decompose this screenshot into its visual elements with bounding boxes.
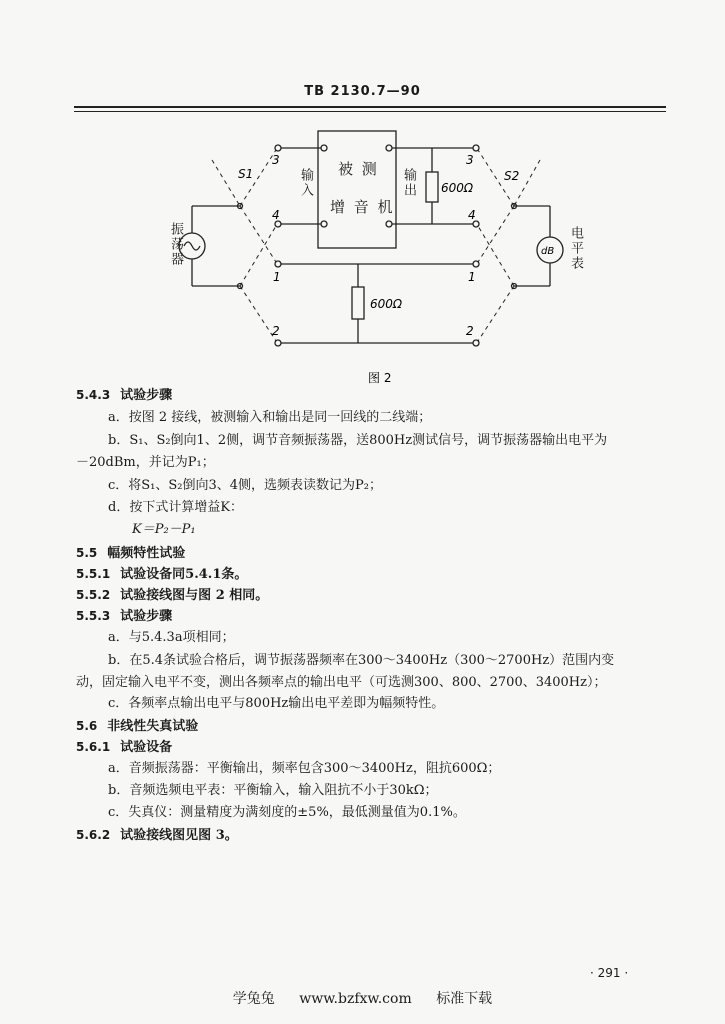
- terminal-4-right: 4: [468, 208, 476, 222]
- step-5-5-3-a: a．与5.4.3a项相同；: [108, 630, 235, 645]
- db-symbol: dB: [541, 246, 555, 257]
- step-5-4-3-c: c．将S₁、S₂倒向3、4侧，选频表读数记为P₂；: [108, 478, 383, 493]
- device-name-line2: 增 音 机: [330, 198, 395, 216]
- output-resistor-600ohm: [426, 172, 438, 202]
- step-5-5-3-c: c．各频率点输出电平与800Hz输出电平差即为幅频特性。: [108, 696, 445, 711]
- step-5-5-3-b-cont: 动，固定输入电平不变，测出各频率点的输出电平（可选测300、800、2700、3400Hz）；: [76, 675, 607, 690]
- step-5-4-3-b-cont: －20dBm，并记为P₁；: [76, 455, 215, 470]
- footer-watermark: [0, 988, 725, 1008]
- step-5-6-1-b: b．音频选频电平表：平衡输入，输入阻抗不小于30kΩ；: [108, 783, 438, 798]
- oscillator-label: 振荡器: [168, 222, 183, 267]
- middle-resistor-600ohm: [352, 287, 364, 319]
- figure-caption: 图 2: [368, 371, 392, 385]
- output-resistor-value: 600Ω: [441, 181, 474, 195]
- terminal-2-right: 2: [466, 324, 474, 338]
- switch-s2-label: S2: [504, 169, 520, 183]
- device-under-test-box: [318, 131, 396, 248]
- terminal-4-left: 4: [272, 208, 280, 222]
- section-5-4-3: 5.4.3 试验步骤: [76, 388, 173, 403]
- terminal-2-left: 2: [272, 324, 280, 338]
- section-5-5-2: 5.5.2 试验接线图与图 2 相同。: [76, 588, 269, 603]
- step-5-4-3-d: d．按下式计算增益K：: [108, 500, 244, 515]
- step-5-6-1-c: c．失真仪：测量精度为满刻度的±5%，最低测量值为0.1%。: [108, 805, 466, 820]
- terminal-1-right: 1: [468, 270, 476, 284]
- step-5-4-3-a: a．按图 2 接线，被测输入和输出是同一回线的二线端；: [108, 410, 432, 425]
- output-label: 输出: [401, 168, 416, 198]
- step-5-4-3-b: b．S₁、S₂倒向1、2侧，调节音频振荡器，送800Hz测试信号，调节振荡器输出电平为: [108, 433, 608, 448]
- section-5-5-3: 5.5.3 试验步骤: [76, 609, 173, 624]
- middle-resistor-value: 600Ω: [370, 297, 403, 311]
- level-meter-label: 电平表: [568, 226, 583, 271]
- page-number: · 291 ·: [590, 966, 629, 980]
- footer-site-name: 学兔兔: [232, 991, 275, 1007]
- device-name-line1: 被 测: [338, 160, 379, 178]
- footer-slogan: 标准下载: [436, 991, 493, 1007]
- terminal-3-right: 3: [466, 153, 474, 167]
- section-5-6: 5.6 非线性失真试验: [76, 719, 199, 734]
- section-5-6-2: 5.6.2 试验接线图见图 3。: [76, 828, 238, 843]
- terminal-1-left: 1: [273, 270, 281, 284]
- section-5-6-1: 5.6.1 试验设备: [76, 740, 173, 755]
- input-label: 输入: [298, 168, 313, 198]
- gain-formula: K＝P₂－P₁: [132, 522, 196, 537]
- standard-number-header: TB 2130.7—90: [304, 84, 421, 99]
- step-5-6-1-a: a．音频振荡器：平衡输出，频率包含300～3400Hz，阻抗600Ω；: [108, 761, 501, 776]
- section-5-5-1: 5.5.1 试验设备同5.4.1条。: [76, 567, 248, 582]
- footer-url[interactable]: www.bzfxw.com: [299, 991, 412, 1007]
- section-5-5: 5.5 幅频特性试验: [76, 546, 186, 561]
- step-5-5-3-b: b．在5.4条试验合格后，调节振荡器频率在300～3400Hz（300～2700Hz）范围内变: [108, 653, 615, 668]
- terminal-3-left: 3: [272, 153, 280, 167]
- switch-s1-label: S1: [238, 167, 254, 181]
